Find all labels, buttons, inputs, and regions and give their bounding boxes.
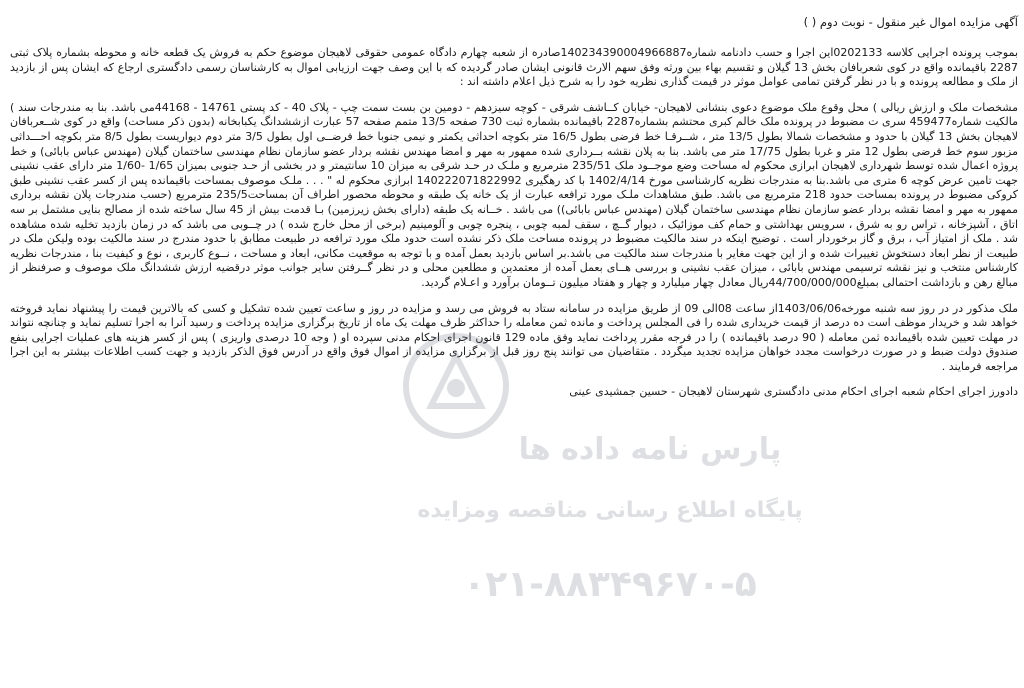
watermark-phone: ۰۲۱-۸۸۳۴۹۶۷۰-۵ bbox=[463, 564, 757, 605]
notice-paragraph-auction-terms: ملک مذکور در در روز سه شنبه مورخه1403/06/06از ساعت 08الی 09 از طریق مزایده در سامانه ستاد به فروش می رسد و مزایده در روز و ساعت تعیین شده تشکیل و کسی که بالاترین قیمت را پیشنهاد نماید فروخته خواهد شد و خریدار موظف است ده درصد از قیمت خریداری شده را فی المجلس پرداخت و مانده ثمن معامله را حداکثر ظرف مهلت یک ماه از تاریخ برگزاری مزایده پرداخت و رسید آنرا به اجرا تسلیم نماید و چنانچه نتواند در مهلت تعیین شده باقیمانده ثمن معامله ( 90 درصد باقیمانده ) را در فرجه مقرر پرداخت نماید وفق ماده 129 قانون اجرای احکام مدنی سپرده او ( وجه 10 درصدی واریزی ) پس از کسر هزینه های عملیات اجرایی بنفع صندوق دولت ضبط و در صورت درخواست مجدد خواهان مزایده تجدید میگردد . متقاضیان می توانند پنج روز قبل از برگزاری مزایده از اموال فوق واقع در آدرس فوق الذکر بازدید و جهت کسب اطلاعات بیشتر به این اجرا مراجعه فرمایند . bbox=[10, 301, 1019, 373]
notice-signature: دادورز اجرای احکام شعبه اجرای احکام مدنی دادگستری شهرستان لاهیجان - حسین جمشیدی عینی bbox=[569, 385, 1018, 399]
watermark-tagline: پایگاه اطلاع رسانی مناقصه ومزایده bbox=[417, 498, 803, 523]
notice-paragraph-property-details: مشخصات ملک و ارزش ریالی ) محل وقوع ملک موضوع دعوی بنشانی لاهیجان- خیابان کــاشف شرقی - کوچه سیزدهم - دومین بن بست سمت چپ - پلاک 40 - کد پستی 14761 - 44168می باشد. بنا به مندرجات سند ) مالکیت شماره459477 سری ت مضبوط در پرونده ملک خالم کبری محتشم بشماره2287 باقیمانده بشماره ثبت 730 صفحه 13/5 متمم صفحه 57 عبارت ازششدانگ یکبابخانه (بدون ذکر مساحت) واقع در کوی شــعربافان لاهیجان بخش 13 گیلان با حدود و مشخصات شمالا بطول 13/5 متر ، شــرقـا خط فرضی بطول 16/5 متر بکوچه احداثی یکمتر و نیمی جنوبا خط فرضــی اول بطول 3/5 متر دوم دیواریست بطول 8/5 متر بکوچه احـــداثی مزبور سوم خط فرضی بطول 12 متر و غربا بطول 17/75 متر می باشد. بنا به پلان نقشه بــرداری شده ممهور به مهر و امضا مهندس نقشه بردار عضو سازمان نظام مهندسی ساختمان گیلان (مهندس عباس بابائی) و خط پروژه اعمال شده توسط شهرداری لاهیجان ابرازی محکوم له مساحت وضع موجــود ملک 235/51 مترمربع و ملـک در حـد شرقی به میزان 10 سانتیمتر و در بخشی از حـد جنوبی بمیزان 1/65 -1/60 متر دارای عقب نشینی جهت تامین عرض کوچه 6 متری می باشد.بنا به مندرجات نظریه کارشناسی مورخ 1402/4/14 با کد رهگیری 140222071822992 ابرازی محکوم له " . . . ملـک موصوف بمساحت باقیمانده پس از کسر عقب نشینی طبق کروکی مضبوط در پرونده بمساحت حدود 218 مترمربع می باشد. طبق مشاهدات ملـک مورد ترافعه عبارت از یک خانه یک طبقه و محوطه محصور اطراف آن بمساحت235/5 مترمربع (حسب مندرجات پلان نقشه برداری ممهور به مهر و امضا نقشه بردار عضو سازمان نظام مهندسی ساختمان گیلان (مهندس عباس بابائی)) می باشد . خــانه یک طبقه (دارای بخش زیرزمین) بـا قدمت بیش از 45 سال ساخته شده از مصالح بنایی مشتمل بر سه اتاق ، آشپزخانه ، تراس رو به شرق ، سرویس بهداشتی و حمام کف موزائیک ، دیوار گــچ ، سقف لمبه چوبی ، پنجره چوبی و آلومینیم (برخی از محل خارج شده ) در چــوبی می باشد که در زمان بازدید تخلیه شده مشاهده شد . ملک از امتیاز آب ، برق و گاز برخوردار است . توضیح اینکه در سند مالکیت مضبوط در پرونده مساحت ملک ذکر نشده است حدود ملک مورد ترافعه در طبیعت مطابق با حدود مندرج در سند مالکیت بوده ولیکن ملک در طبیعت از نظر ابعاد دستخوش تغییرات شده و از این جهت مغایر با مندرجات سند مالکیت می باشد.بر اساس بازدید بعمل آمده و با توجه به موقعیت مکانی، ابعاد و مساحت ، نــوع کاربری ، نوع و کیفیت بنا ، مندرجات نظریه کارشناس منتخب و نیز نقشه ترسیمی مهندس بابائی ، میزان عقب نشینی و بررسی هــای بعمل آمده از معتمدین و مطلعین محلی و در نظر گــرفتن سایر جوانب موثر درقضیه ارزش ششدانگ ملک موصوف و صرفنظر از مبالغ رهن و بازداشت احتمالی بمبلغ44/700/000/000ریال معادل چهار میلیارد و چهار و هفتاد میلیون تــومان برآورد و اعـلام گردید. bbox=[10, 100, 1019, 289]
notice-paragraph-intro: بموجب پرونده اجرایی کلاسه 0202133این اجرا و حسب دادنامه شماره140234390004966887صادره از شعبه چهارم دادگاه عمومی حقوقی لاهیجان موضوع حکم به فروش یک قطعه خانه و محوطه بشماره پلاک ثبتی 2287 باقیمانده واقع در کوی شعربافان بخش 13 گیلان و تقسیم بهاء بین ورثه وفق سهم الارث قانونی ایشان صادر گردیده که با این وصف جهت ارزیابی اموال به کارشناسان رسمی دادگستری ارجاع که ایشان پس از بازدید از ملک و مطالعه پرونده و با در نظر گرفتن تمامی عوامل موثر در قیمت گذاری نظریه خود را به شرح ذیل اعلام داشته اند : bbox=[10, 46, 1019, 89]
notice-title: آگهی مزایده اموال غیر منقول - نوبت دوم ( ) bbox=[803, 15, 1018, 29]
watermark-brand: پارس نامه داده ها bbox=[518, 432, 782, 467]
